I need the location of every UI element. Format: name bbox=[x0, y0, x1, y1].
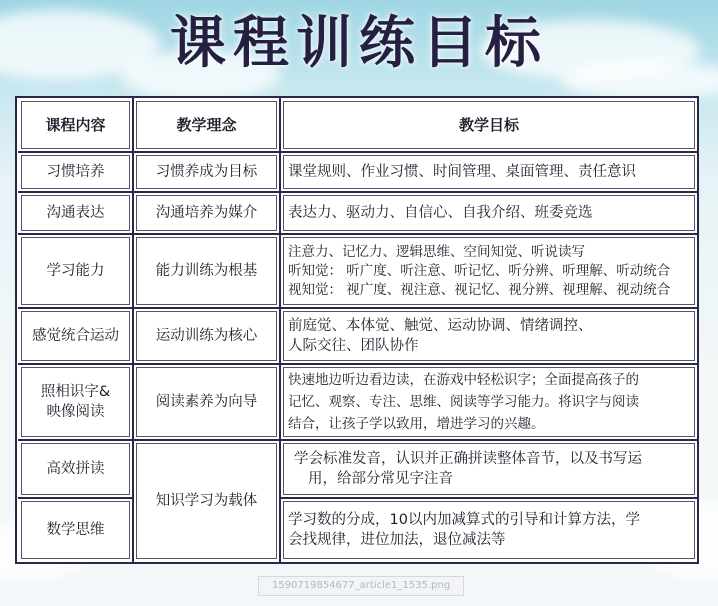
row-divider bbox=[18, 191, 698, 193]
concept-cell-merged: 知识学习为载体 bbox=[133, 440, 280, 562]
column-divider bbox=[132, 98, 134, 562]
goal-line: 前庭觉、本体觉、触觉、运动协调、情绪调控、 bbox=[288, 318, 593, 334]
course-cell: 感觉统合运动 bbox=[18, 308, 133, 364]
row-divider bbox=[18, 363, 698, 365]
course-cell: 数学思维 bbox=[18, 498, 133, 562]
header-goal: 教学目标 bbox=[280, 98, 698, 152]
goal-cell bbox=[280, 498, 698, 562]
goal-line: 结合，让孩子学以致用，增进学习的兴趣。 bbox=[288, 416, 545, 432]
header-course: 课程内容 bbox=[18, 98, 133, 152]
goal-line: 会找规律，进位加法，退位减法等 bbox=[288, 532, 506, 548]
concept-cell: 运动训练为核心 bbox=[133, 308, 280, 364]
course-cell: 沟通表达 bbox=[18, 192, 133, 234]
course-cell: 习惯培养 bbox=[18, 152, 133, 192]
goal-cell: 表达力、驱动力、自信心、自我介绍、班委竞选 bbox=[280, 192, 698, 234]
concept-cell: 习惯养成为目标 bbox=[133, 152, 280, 192]
goal-cell bbox=[280, 440, 698, 498]
course-cell: 学习能力 bbox=[18, 234, 133, 308]
goal-cell bbox=[280, 308, 698, 364]
row-divider bbox=[18, 497, 133, 499]
goals-table bbox=[18, 98, 698, 562]
concept-cell: 沟通培养为媒介 bbox=[133, 192, 280, 234]
header-concept: 教学理念 bbox=[133, 98, 280, 152]
goal-line: 记忆、观察、专注、思维、阅读等学习能力。将识字与阅读 bbox=[288, 394, 639, 410]
goal-line: 听知觉： 听广度、听注意、听记忆、听分辨、听理解、听动统合 bbox=[288, 262, 671, 279]
course-line: 映像阅读 bbox=[46, 404, 105, 420]
goal-line: 人际交往、团队协作 bbox=[288, 338, 419, 354]
course-cell: 高效拼读 bbox=[18, 440, 133, 498]
goal-cell: 课堂规则、作业习惯、时间管理、桌面管理、责任意识 bbox=[280, 152, 698, 192]
filename-watermark: 1590719854677_article1_1535.png bbox=[258, 576, 464, 596]
course-cell bbox=[18, 364, 133, 440]
goal-line: 用，给部分常见字注音 bbox=[308, 471, 453, 487]
row-divider bbox=[18, 151, 698, 153]
page-title: 课程训练目标 bbox=[170, 11, 548, 76]
column-divider bbox=[279, 98, 281, 562]
course-line: 照相识字& bbox=[40, 384, 111, 400]
goal-line: 注意力、记忆力、逻辑思维、空间知觉、听说读写 bbox=[288, 243, 585, 260]
row-divider bbox=[18, 439, 698, 441]
goal-line: 学习数的分成，10以内加减算式的引导和计算方法，学 bbox=[288, 512, 640, 528]
row-divider bbox=[18, 233, 698, 235]
row-divider bbox=[280, 497, 698, 499]
row-divider bbox=[18, 307, 698, 309]
goal-cell bbox=[280, 364, 698, 440]
goal-line: 视知觉： 视广度、视注意、视记忆、视分辨、视理解、视动统合 bbox=[288, 281, 671, 298]
concept-cell: 能力训练为根基 bbox=[133, 234, 280, 308]
goal-cell bbox=[280, 234, 698, 308]
goal-line: 快速地边听边看边读，在游戏中轻松识字；全面提高孩子的 bbox=[288, 372, 639, 388]
concept-cell: 阅读素养为向导 bbox=[133, 364, 280, 440]
goal-line: 学会标准发音，认识并正确拼读整体音节，以及书写运 bbox=[294, 451, 642, 467]
